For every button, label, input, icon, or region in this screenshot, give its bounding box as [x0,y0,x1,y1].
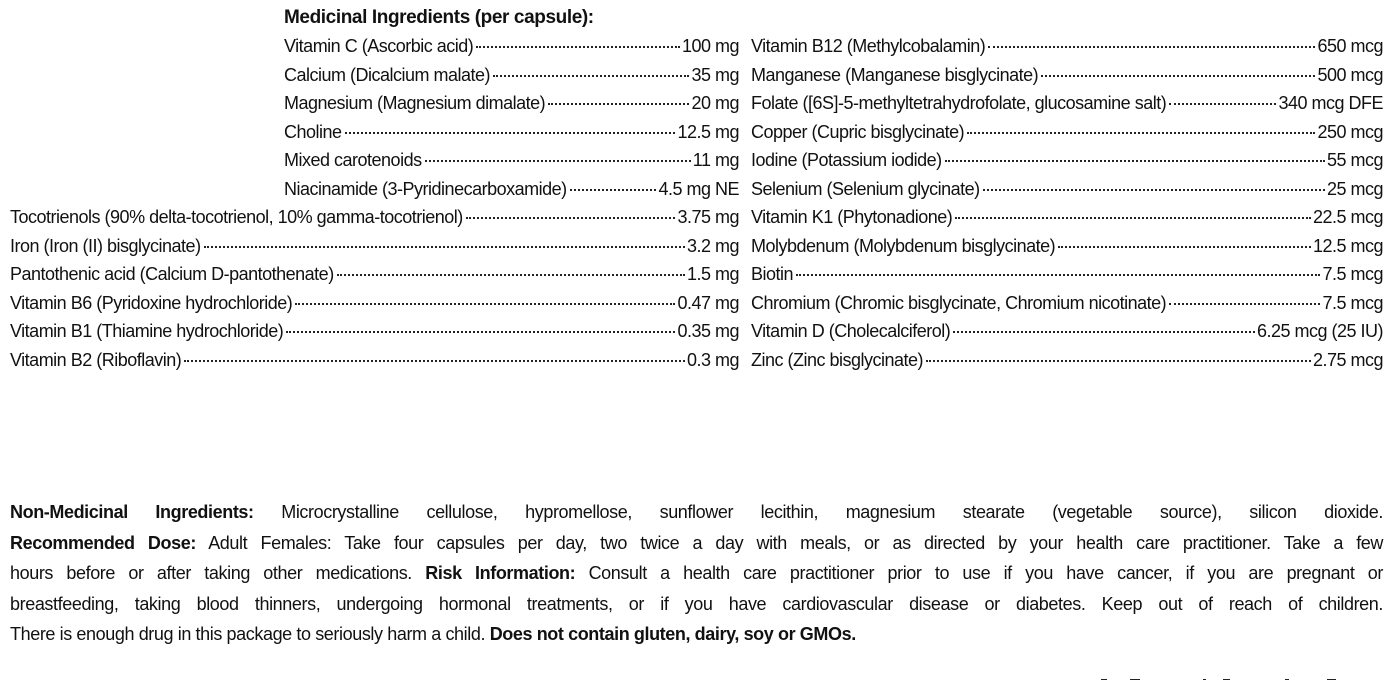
ingredient-amount: 1.5 mg [686,264,739,284]
ingredient-name: Zinc (Zinc bisglycinate) [751,349,924,370]
ingredient-name: Selenium (Selenium glycinate) [751,178,980,199]
ingredient-row [751,289,1383,317]
ingredient-name: Copper (Cupric bisglycinate) [751,121,965,142]
ingredient-row [10,203,739,231]
dot-leader [955,217,1311,219]
ingredient-amount: 7.5 mcg [1322,264,1383,284]
dot-leader [286,331,675,333]
recommended-dose-label: Recommended Dose: [10,532,196,553]
ingredient-row [751,260,1383,288]
ingredient-row [751,118,1383,146]
dot-leader [983,189,1325,191]
ingredient-name: Vitamin C (Ascorbic acid) [284,36,474,56]
ingredient-amount: 20 mg [691,93,739,113]
ingredient-amount: 25 mcg [1326,178,1383,199]
ingredient-amount: 100 mg [681,36,739,56]
ingredient-row [10,289,739,317]
ingredient-row [10,346,739,374]
ingredient-name: Calcium (Dicalcium malate) [284,64,491,85]
ingredient-name: Magnesium (Magnesium dimalate) [284,93,546,113]
ingredient-row [284,146,739,174]
ingredient-name: Chromium (Chromic bisglycinate, Chromium nicotinate) [751,292,1167,313]
ingredient-row [751,232,1383,260]
dot-leader [204,246,685,248]
ingredient-name: Biotin [751,264,794,284]
dot-leader [476,46,680,48]
dot-leader [184,360,685,362]
ingredient-amount: 250 mcg [1317,121,1383,142]
ingredient-name: Vitamin B6 (Pyridoxine hydrochloride) [10,292,293,313]
cropped-text-fragment [1075,672,1365,680]
paragraph-line-4 [10,589,1383,620]
paragraph-line-3 [10,558,1383,589]
ingredient-amount: 35 mg [691,64,739,85]
ingredient-row [751,175,1383,203]
ingredient-row [751,32,1383,60]
dot-leader [345,132,676,134]
ingredient-row [751,89,1383,117]
ingredient-amount: 340 mcg DFE [1278,93,1383,113]
ingredient-row [751,203,1383,231]
ingredient-name: Folate ([6S]-5-methyltetrahydrofolate, glucosamine salt) [751,93,1167,113]
ingredient-name: Mixed carotenoids [284,150,422,170]
paragraph-line-1 [10,497,1383,528]
ingredient-amount: 500 mcg [1317,64,1383,85]
ingredient-name: Vitamin B2 (Riboflavin) [10,349,182,370]
risk-information-label: Risk Information: [425,563,576,583]
ingredient-row [284,61,739,89]
ingredient-name: Manganese (Manganese bisglycinate) [751,64,1039,85]
ingredient-name: Vitamin D (Cholecalciferol) [751,321,951,341]
risk-information-text-3: There is enough drug in this package to seriously harm a child. [10,624,490,644]
dot-leader [425,160,691,162]
ingredient-amount: 11 mg [692,150,739,170]
ingredient-row [751,346,1383,374]
free-from-statement: Does not contain gluten, dairy, soy or GMOs. [489,624,856,644]
dot-leader [337,274,685,276]
ingredient-amount: 55 mcg [1326,150,1383,170]
dot-leader [295,303,675,305]
risk-information-text-1: Consult a health care practitioner prior to use if you have cancer, if you are pregnant or [575,563,1383,583]
dot-leader [945,160,1325,162]
ingredient-amount: 22.5 mcg [1312,207,1383,227]
ingredient-amount: 12.5 mcg [1312,235,1383,256]
recommended-dose-text-1: Adult Females: Take four capsules per day, two twice a day with meals, or as directed by your health care practitioner. Take a few [195,532,1384,553]
ingredient-row [751,146,1383,174]
ingredient-name: Iodine (Potassium iodide) [751,150,942,170]
dot-leader [570,189,657,191]
ingredient-name: Molybdenum (Molybdenum bisglycinate) [751,235,1056,256]
ingredient-row [284,118,739,146]
medicinal-ingredients-heading: Medicinal Ingredients (per capsule): [284,7,594,28]
paragraph-line-2 [10,528,1383,559]
dot-leader [548,103,689,105]
ingredient-row [751,61,1383,89]
risk-information-text-2: breastfeeding, taking blood thinners, undergoing hormonal treatments, or if you have cardiovascular disease or diabetes. Keep out of reach of children. [10,593,1383,614]
ingredient-amount: 3.75 mg [677,207,739,227]
ingredient-row [10,260,739,288]
ingredient-amount: 0.47 mg [677,292,739,313]
ingredient-row [284,89,739,117]
ingredient-row [751,317,1383,345]
ingredient-name: Vitamin K1 (Phytonadione) [751,207,953,227]
dot-leader [1058,246,1311,248]
dot-leader [466,217,676,219]
ingredient-name: Pantothenic acid (Calcium D-pantothenate) [10,264,334,284]
ingredient-name: Vitamin B12 (Methylcobalamin) [751,36,986,56]
ingredient-amount: 2.75 mcg [1312,349,1383,370]
non-medicinal-label: Non-Medicinal Ingredients: [10,502,254,522]
dot-leader [493,75,689,77]
ingredient-name: Niacinamide (3-Pyridinecarboxamide) [284,178,567,199]
ingredient-amount: 7.5 mcg [1322,292,1383,313]
ingredient-row [284,32,739,60]
recommended-dose-text-2: hours before or after taking other medications. [10,563,426,583]
dot-leader [926,360,1311,362]
non-medicinal-text: Microcrystalline cellulose, hypromellose, sunflower lecithin, magnesium stearate (vegetable source), silicon dioxide. [253,502,1383,522]
ingredient-amount: 0.3 mg [686,349,739,370]
paragraph-line-5 [10,619,1383,650]
dot-leader [796,274,1320,276]
ingredient-amount: 0.35 mg [677,321,739,341]
ingredient-name: Choline [284,121,342,142]
ingredient-row [10,232,739,260]
dot-leader [988,46,1315,48]
ingredient-name: Tocotrienols (90% delta-tocotrienol, 10% gamma-tocotrienol) [10,207,463,227]
dot-leader [1169,103,1276,105]
ingredient-amount: 12.5 mg [677,121,739,142]
label-paragraph [10,497,1383,650]
ingredient-row [10,317,739,345]
dot-leader [953,331,1255,333]
dot-leader [1169,303,1320,305]
dot-leader [1041,75,1315,77]
ingredient-name: Iron (Iron (II) bisglycinate) [10,235,201,256]
ingredient-amount: 3.2 mg [686,235,739,256]
ingredient-amount: 4.5 mg NE [658,178,739,199]
ingredient-name: Vitamin B1 (Thiamine hydrochloride) [10,321,284,341]
dot-leader [967,132,1315,134]
ingredient-amount: 650 mcg [1317,36,1383,56]
ingredient-row [284,175,739,203]
ingredient-amount: 6.25 mcg (25 IU) [1256,321,1383,341]
